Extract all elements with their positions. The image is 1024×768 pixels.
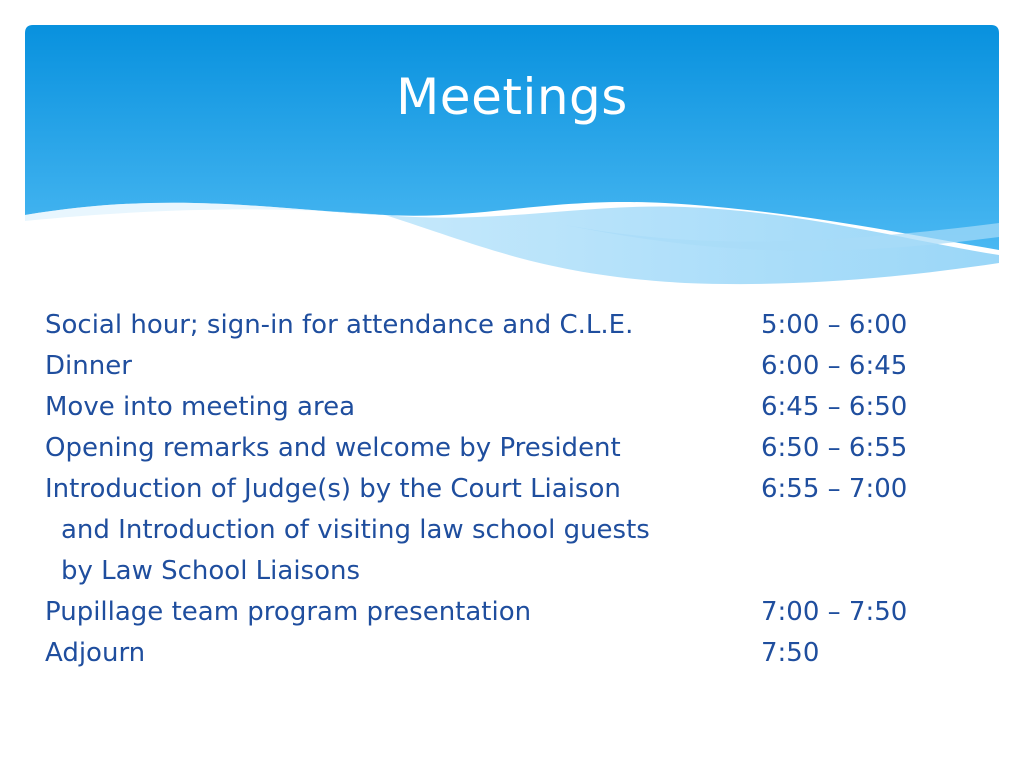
- agenda-item: Dinner: [45, 351, 132, 381]
- title-banner: [25, 25, 999, 290]
- agenda-list: [45, 305, 985, 674]
- agenda-time: 7:00 – 7:50: [761, 597, 908, 627]
- agenda-item: Move into meeting area: [45, 392, 356, 422]
- agenda-item: Introduction of Judge(s) by the Court Liaison: [45, 474, 621, 504]
- agenda-item-continuation: and Introduction of visiting law school guests: [61, 515, 650, 545]
- agenda-time: 7:50: [761, 638, 820, 668]
- agenda-row: [45, 428, 985, 469]
- agenda-time: 6:00 – 6:45: [761, 351, 908, 381]
- agenda-row: [45, 469, 985, 592]
- agenda-item: Pupillage team program presentation: [45, 597, 532, 627]
- agenda-item: Social hour; sign-in for attendance and C.L.E.: [45, 310, 634, 340]
- agenda-item-multiline: [45, 469, 761, 592]
- agenda-time: 5:00 – 6:00: [761, 310, 908, 340]
- agenda-time: 6:45 – 6:50: [761, 392, 908, 422]
- slide-title: Meetings: [396, 68, 628, 126]
- wave-background: [25, 25, 999, 290]
- agenda-item: Adjourn: [45, 638, 146, 668]
- agenda-row: [45, 592, 985, 633]
- agenda-item-continuation: by Law School Liaisons: [61, 556, 361, 586]
- agenda-time: 6:55 – 7:00: [761, 474, 908, 504]
- agenda-row: [45, 633, 985, 674]
- agenda-item: Opening remarks and welcome by President: [45, 433, 621, 463]
- agenda-time: 6:50 – 6:55: [761, 433, 908, 463]
- agenda-row: [45, 305, 985, 346]
- agenda-row: [45, 387, 985, 428]
- agenda-row: [45, 346, 985, 387]
